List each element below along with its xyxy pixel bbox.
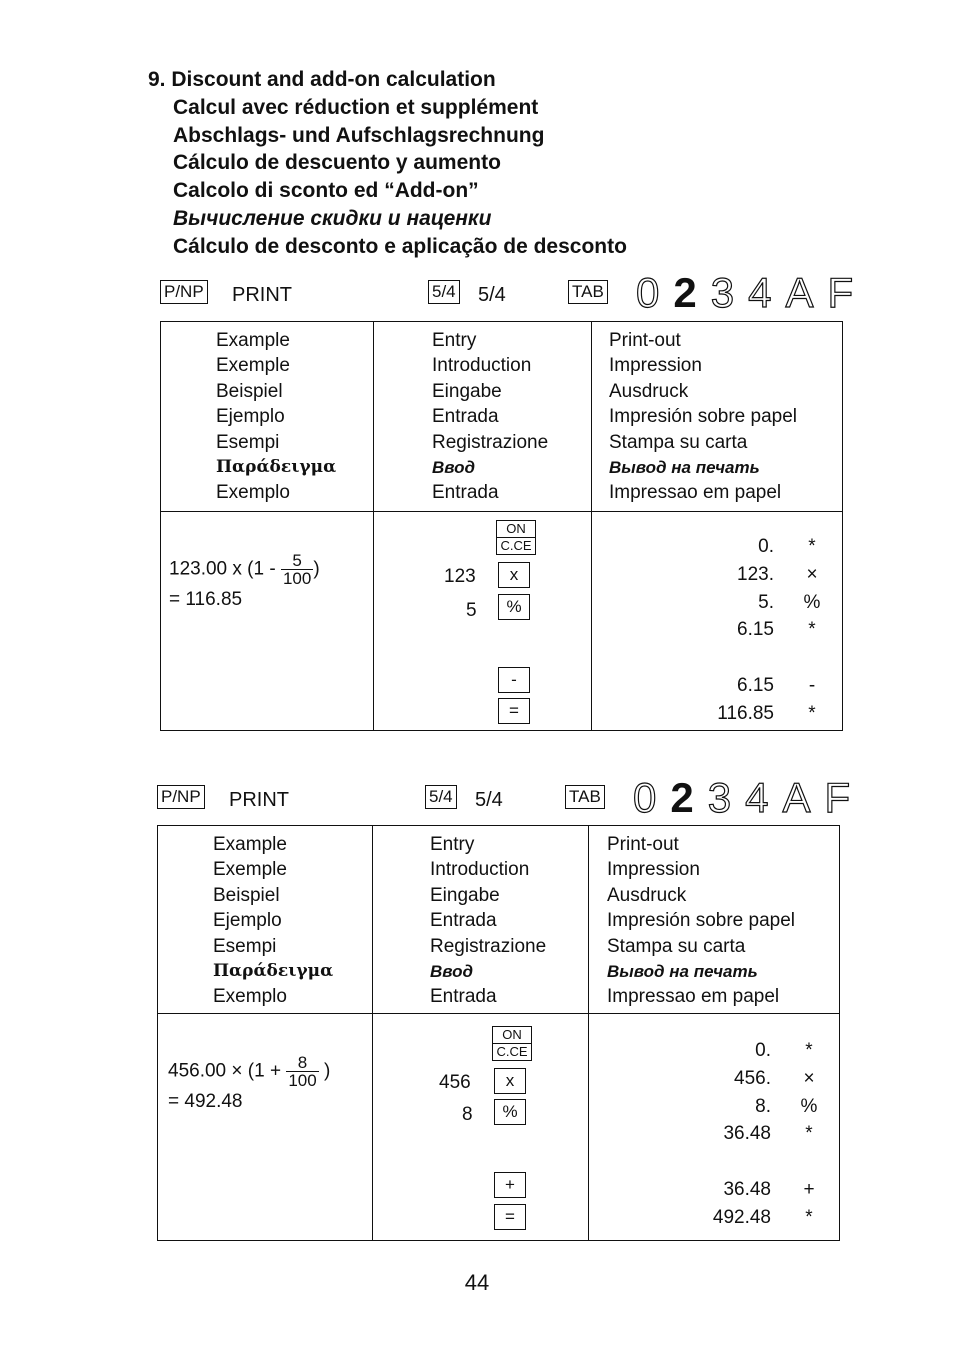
print-label: PRINT: [229, 789, 289, 811]
entry-header-cell: [374, 322, 592, 512]
digit-0: 0: [633, 774, 671, 821]
entry-es: Entrada: [432, 406, 499, 428]
decimal-selector: [636, 271, 867, 315]
digit-3: 3: [710, 269, 749, 316]
entry-en: Entry: [430, 834, 475, 855]
example-pt: Exemplo: [213, 986, 287, 1008]
example-header-cell: [158, 826, 373, 1014]
printout-it: Stampa su carta: [607, 935, 746, 957]
example-it: Esempi: [213, 935, 277, 957]
printout-es: Impresión sobre papel: [607, 910, 795, 932]
settings-row: [0, 269, 954, 316]
example-el: Παράδειγμα: [213, 961, 334, 982]
title-es: Cálculo de descuento y aumento: [173, 151, 501, 175]
digit-a: A: [782, 774, 825, 821]
expression-result: = 492.48: [168, 1091, 243, 1112]
example-table-1: [160, 321, 843, 731]
title-pt: Cálculo de desconto e aplicação de desconto: [173, 234, 627, 258]
printout-values-cell: 0. * 456. × 8. % 36.48 * 36.48 + 492.48 *: [589, 1014, 840, 1241]
minus-key: -: [498, 667, 530, 693]
example-section-1: [0, 269, 954, 735]
entry-en: Entry: [432, 330, 477, 351]
expression-result: = 116.85: [169, 589, 243, 610]
equals-key: =: [494, 1204, 526, 1230]
example-en: Example: [216, 330, 290, 351]
percent-key: %: [494, 1099, 526, 1125]
printout-pt: Impressao em papel: [607, 986, 780, 1008]
entry-header-cell: [373, 826, 589, 1014]
five-four-label: 5/4: [478, 284, 506, 306]
digit-2-selected: 2: [673, 269, 711, 316]
section-titles: [148, 66, 627, 261]
settings-row: [0, 774, 954, 821]
entry-number-1: 123: [444, 566, 476, 587]
on-cce-key: ON C.CE: [492, 1026, 532, 1061]
printout-en: Print-out: [609, 330, 681, 351]
digit-a: A: [785, 269, 828, 316]
example-section-2: [0, 774, 954, 1250]
entry-number-2: 8: [462, 1104, 473, 1125]
printout-es: Impresión sobre papel: [609, 406, 797, 428]
five-four-key: 5/4: [428, 280, 460, 304]
multiply-key: x: [498, 562, 530, 588]
expression: 456.00 × (1 + $\frac{8}{100}$ ) = 492.48: [168, 1054, 330, 1115]
printout-fr: Impression: [607, 859, 700, 881]
title-en: 9. Discount and add-on calculation: [148, 68, 496, 91]
example-header-cell: [161, 322, 374, 512]
entry-de: Eingabe: [432, 380, 502, 402]
example-es: Ejemplo: [213, 910, 282, 932]
printout-ru: Вывод на печать: [609, 458, 760, 478]
fraction: $\frac{8}{100}$: [288, 1053, 317, 1090]
digit-3: 3: [707, 774, 746, 821]
multiply-key: x: [494, 1068, 526, 1094]
tab-key: TAB: [565, 785, 605, 809]
equals-key: =: [498, 698, 530, 724]
example-fr: Exemple: [216, 355, 290, 377]
example-de: Beispiel: [216, 380, 283, 402]
printout-ru: Вывод на печать: [607, 962, 758, 982]
expression-cell: [158, 1014, 373, 1241]
entry-it: Registrazione: [430, 935, 547, 957]
entry-pt: Entrada: [430, 986, 497, 1008]
printout-en: Print-out: [607, 834, 679, 855]
title-it: Calcolo di sconto ed “Add-on”: [173, 179, 479, 203]
example-es: Ejemplo: [216, 406, 285, 428]
digit-0: 0: [636, 269, 674, 316]
printout-values-cell: 0. * 123. × 5. % 6.15 * 6.15 - 116.85 *: [592, 512, 843, 731]
print-label: PRINT: [232, 284, 292, 306]
on-cce-key: ON C.CE: [496, 520, 536, 555]
example-en: Example: [213, 834, 287, 855]
printout-header-cell: [592, 322, 843, 512]
entry-ru: Ввод: [430, 962, 474, 982]
tab-key: TAB: [568, 280, 608, 304]
example-pt: Exemplo: [216, 482, 290, 504]
pnp-key: P/NP: [160, 280, 208, 304]
printout-pt: Impressao em papel: [609, 482, 782, 504]
title-de: Abschlags- und Aufschlagsrechnung: [173, 123, 545, 147]
page-number: 44: [464, 1270, 490, 1295]
pnp-key: P/NP: [157, 785, 205, 809]
digit-4: 4: [745, 774, 783, 821]
digit-2-selected: 2: [670, 774, 708, 821]
printout-fr: Impression: [609, 355, 702, 377]
example-it: Esempi: [216, 431, 280, 453]
printout-header-cell: [589, 826, 840, 1014]
plus-key: +: [494, 1172, 526, 1198]
entry-de: Eingabe: [430, 884, 500, 906]
title-ru: Вычисление скидки и наценки: [173, 206, 492, 230]
entry-number-1: 456: [439, 1072, 471, 1093]
digit-4: 4: [748, 269, 786, 316]
example-el: Παράδειγμα: [216, 457, 337, 478]
example-table-2: [157, 825, 840, 1241]
title-fr: Calcul avec réduction et supplément: [173, 95, 539, 119]
digit-f: F: [827, 269, 868, 316]
entry-fr: Introduction: [432, 355, 532, 377]
percent-key: %: [498, 594, 530, 620]
five-four-key: 5/4: [425, 785, 457, 809]
entry-ru: Ввод: [432, 458, 476, 478]
entry-fr: Introduction: [430, 859, 530, 881]
printout-it: Stampa su carta: [609, 431, 748, 453]
example-fr: Exemple: [213, 859, 287, 881]
example-de: Beispiel: [213, 884, 280, 906]
printout-de: Ausdruck: [607, 884, 687, 906]
entry-keys-cell: [373, 1014, 589, 1241]
entry-number-2: 5: [466, 600, 477, 621]
entry-it: Registrazione: [432, 431, 549, 453]
digit-f: F: [824, 774, 865, 821]
fraction: $\frac{5}{100}$: [282, 551, 312, 588]
entry-es: Entrada: [430, 910, 497, 932]
expression: 123.00 x (1 - $\frac{5}{100}$ ) = 116.85: [169, 552, 320, 613]
decimal-selector: [633, 776, 864, 820]
entry-pt: Entrada: [432, 482, 499, 504]
entry-keys-cell: [374, 512, 592, 731]
expression-cell: [161, 512, 374, 731]
five-four-label: 5/4: [475, 789, 503, 811]
printout-de: Ausdruck: [609, 380, 689, 402]
